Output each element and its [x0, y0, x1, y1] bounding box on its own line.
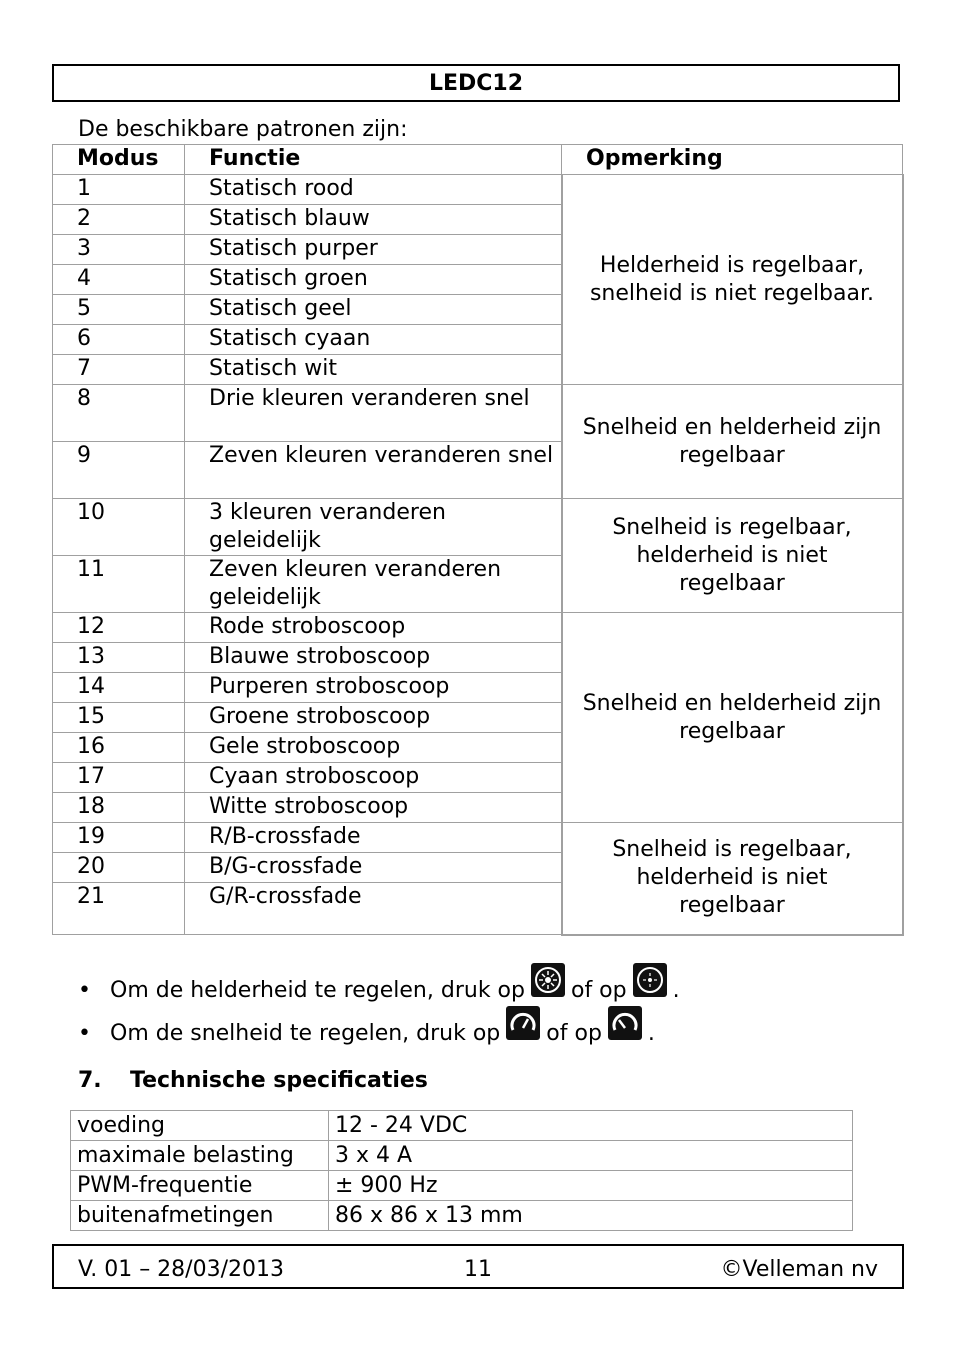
section-heading: [78, 1068, 428, 1093]
mode-number: 11: [53, 556, 185, 613]
mode-number: 12: [53, 613, 185, 643]
bullet-list: [78, 960, 680, 1046]
bullet-text-before: Om de snelheid te regelen, druk op: [110, 1021, 501, 1046]
spec-value: ± 900 Hz: [329, 1171, 853, 1201]
mode-number: 10: [53, 499, 185, 556]
mode-number: 6: [53, 325, 185, 355]
mode-function: Gele stroboscoop: [185, 733, 562, 763]
bullet-text-before: Om de helderheid te regelen, druk op: [110, 978, 525, 1003]
mode-number: 18: [53, 793, 185, 823]
remark-cell: Snelheid is regelbaar, helderheid is niet regelbaar: [562, 499, 903, 613]
mode-number: 15: [53, 703, 185, 733]
table-row: [53, 823, 903, 853]
bullet-brightness: [78, 960, 680, 1003]
mode-function: Zeven kleuren veranderen geleidelijk: [185, 556, 562, 613]
mode-number: 3: [53, 235, 185, 265]
footer-copyright: ©Velleman nv: [720, 1257, 878, 1282]
modes-table: [52, 144, 904, 936]
mode-function: Drie kleuren veranderen snel: [185, 385, 562, 442]
table-row: [53, 499, 903, 556]
mode-number: 4: [53, 265, 185, 295]
mode-number: 5: [53, 295, 185, 325]
bullet-text-after: .: [672, 978, 680, 1003]
speed-up-icon: [506, 1006, 540, 1040]
table-row: [71, 1171, 853, 1201]
mode-function: Purperen stroboscoop: [185, 673, 562, 703]
table-row: [71, 1201, 853, 1231]
spec-label: PWM-frequentie: [71, 1171, 329, 1201]
mode-function: 3 kleuren veranderen geleidelijk: [185, 499, 562, 556]
specs-table: [70, 1110, 853, 1231]
speed-down-icon: [608, 1006, 642, 1040]
bullet-text-middle: of op: [570, 978, 627, 1003]
remark-cell: Helderheid is regelbaar, snelheid is niet regelbaar.: [562, 175, 903, 385]
brightness-down-icon: [633, 963, 667, 997]
mode-number: 13: [53, 643, 185, 673]
remark-cell: Snelheid en helderheid zijn regelbaar: [562, 613, 903, 823]
mode-function: Blauwe stroboscoop: [185, 643, 562, 673]
bullet-text-after: .: [647, 1021, 655, 1046]
bullet-speed: [78, 1003, 680, 1046]
mode-number: 16: [53, 733, 185, 763]
mode-number: 14: [53, 673, 185, 703]
brightness-up-icon: [531, 963, 565, 997]
mode-function: Zeven kleuren veranderen snel: [185, 442, 562, 499]
header-title: LEDC12: [428, 70, 524, 96]
table-row: [53, 175, 903, 205]
header-opmerking: Opmerking: [562, 145, 903, 175]
page-header: [52, 64, 900, 102]
table-header-row: [53, 145, 903, 175]
mode-number: 8: [53, 385, 185, 442]
spec-value: 12 - 24 VDC: [329, 1111, 853, 1141]
mode-function: Statisch rood: [185, 175, 562, 205]
mode-function: Rode stroboscoop: [185, 613, 562, 643]
mode-number: 21: [53, 883, 185, 935]
mode-number: 2: [53, 205, 185, 235]
table-row: [53, 613, 903, 643]
mode-number: 20: [53, 853, 185, 883]
mode-function: Statisch wit: [185, 355, 562, 385]
footer-page-number: 11: [464, 1257, 492, 1282]
remark-cell: Snelheid en helderheid zijn regelbaar: [562, 385, 903, 499]
table-row: [71, 1141, 853, 1171]
mode-function: Statisch groen: [185, 265, 562, 295]
spec-label: buitenafmetingen: [71, 1201, 329, 1231]
spec-label: voeding: [71, 1111, 329, 1141]
mode-function: Witte stroboscoop: [185, 793, 562, 823]
header-functie: Functie: [185, 145, 562, 175]
intro-text: De beschikbare patronen zijn:: [78, 117, 408, 142]
footer-version: V. 01 – 28/03/2013: [78, 1257, 284, 1282]
spec-value: 86 x 86 x 13 mm: [329, 1201, 853, 1231]
mode-function: Statisch cyaan: [185, 325, 562, 355]
mode-function: Statisch blauw: [185, 205, 562, 235]
table-row: [53, 385, 903, 442]
mode-number: 9: [53, 442, 185, 499]
mode-function: G/R-crossfade: [185, 883, 562, 935]
mode-number: 19: [53, 823, 185, 853]
mode-function: Cyaan stroboscoop: [185, 763, 562, 793]
remark-cell: Snelheid is regelbaar, helderheid is niet regelbaar: [562, 823, 903, 935]
spec-value: 3 x 4 A: [329, 1141, 853, 1171]
mode-function: Statisch purper: [185, 235, 562, 265]
header-modus: Modus: [53, 145, 185, 175]
mode-number: 7: [53, 355, 185, 385]
mode-function: R/B-crossfade: [185, 823, 562, 853]
mode-function: Groene stroboscoop: [185, 703, 562, 733]
section-title: Technische specificaties: [130, 1068, 428, 1093]
section-number: 7.: [78, 1068, 102, 1093]
page-footer: [52, 1244, 904, 1289]
bullet-dot: •: [78, 1021, 91, 1046]
mode-number: 17: [53, 763, 185, 793]
bullet-text-middle: of op: [546, 1021, 602, 1046]
table-row: [71, 1111, 853, 1141]
spec-label: maximale belasting: [71, 1141, 329, 1171]
mode-function: Statisch geel: [185, 295, 562, 325]
bullet-dot: •: [78, 978, 91, 1003]
mode-number: 1: [53, 175, 185, 205]
mode-function: B/G-crossfade: [185, 853, 562, 883]
